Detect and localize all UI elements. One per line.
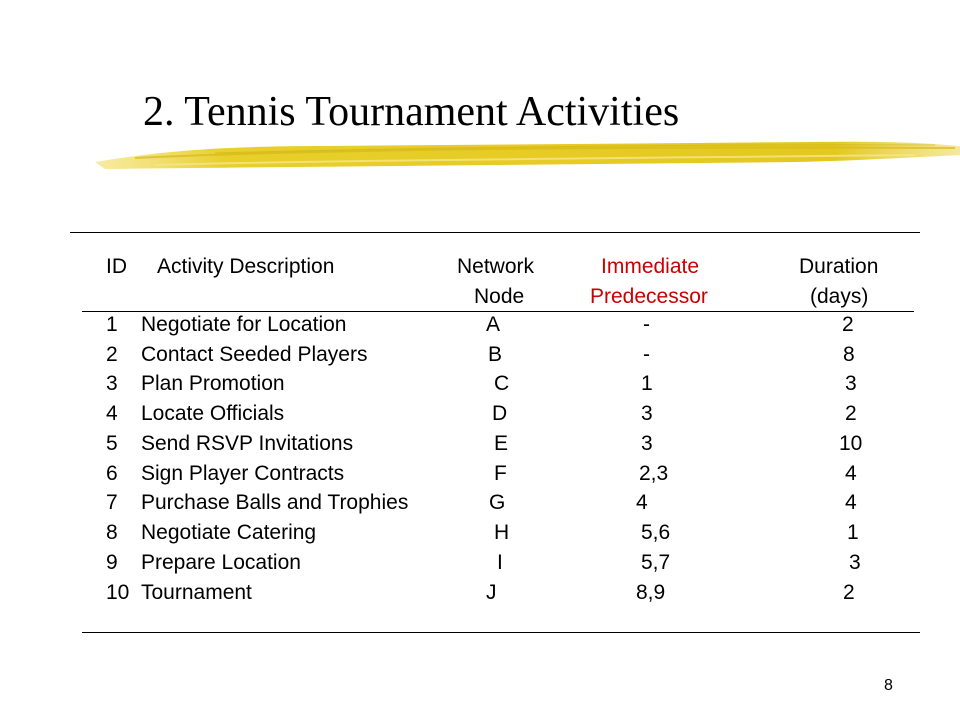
row-duration: 2 (845, 402, 857, 425)
row-id: 2 (106, 343, 118, 366)
row-id: 6 (106, 462, 118, 485)
row-duration: 4 (845, 491, 857, 514)
header-bottom-rule (82, 311, 914, 312)
header-predecessor: Predecessor (590, 285, 708, 308)
row-description: Purchase Balls and Trophies (141, 491, 409, 514)
row-predecessor: 3 (641, 432, 653, 455)
table-bottom-rule (82, 632, 920, 633)
row-node: D (492, 402, 508, 425)
row-duration: 4 (845, 462, 857, 485)
header-network: Network (457, 255, 535, 278)
row-node: F (494, 462, 507, 485)
row-node: C (494, 372, 510, 395)
row-description: Prepare Location (141, 551, 301, 574)
row-predecessor: 8,9 (636, 581, 666, 604)
row-id: 10 (106, 581, 130, 604)
row-predecessor: 2,3 (639, 462, 669, 485)
row-description: Negotiate Catering (141, 521, 317, 544)
row-node: G (489, 491, 506, 514)
row-id: 5 (106, 432, 118, 455)
table-top-rule (70, 232, 920, 233)
header-immediate: Immediate (601, 255, 700, 278)
row-predecessor: 1 (641, 372, 653, 395)
row-predecessor: 3 (641, 402, 653, 425)
row-duration: 2 (843, 581, 855, 604)
row-description: Send RSVP Invitations (141, 432, 354, 455)
header-duration: Duration (799, 255, 879, 278)
row-duration: 3 (845, 372, 857, 395)
row-duration: 10 (839, 432, 863, 455)
row-description: Sign Player Contracts (141, 462, 345, 485)
highlighter-stroke (95, 138, 960, 174)
header-description: Activity Description (157, 255, 335, 278)
row-node: J (486, 581, 497, 604)
row-node: A (486, 313, 501, 336)
row-description: Plan Promotion (141, 372, 285, 395)
row-duration: 3 (849, 551, 861, 574)
row-description: Locate Officials (141, 402, 285, 425)
slide-title: 2. Tennis Tournament Activities (143, 89, 680, 135)
page-number: 8 (884, 677, 893, 694)
row-description: Negotiate for Location (141, 313, 347, 336)
row-id: 1 (106, 313, 118, 336)
row-id: 8 (106, 521, 118, 544)
header-id: ID (106, 255, 127, 278)
row-id: 4 (106, 402, 118, 425)
row-node: E (494, 432, 509, 455)
row-id: 7 (106, 491, 118, 514)
row-description: Tournament (141, 581, 252, 604)
row-id: 9 (106, 551, 118, 574)
row-predecessor: - (643, 343, 650, 366)
row-duration: 8 (843, 343, 855, 366)
row-predecessor: 5,7 (641, 551, 671, 574)
row-id: 3 (106, 372, 118, 395)
row-node: H (494, 521, 510, 544)
row-duration: 2 (842, 313, 854, 336)
row-description: Contact Seeded Players (141, 343, 368, 366)
row-predecessor: 5,6 (641, 521, 671, 544)
header-days: (days) (810, 285, 869, 308)
row-duration: 1 (847, 521, 859, 544)
row-predecessor: - (643, 313, 650, 336)
row-predecessor: 4 (636, 491, 648, 514)
row-node: B (488, 343, 503, 366)
header-node: Node (474, 285, 525, 308)
row-node: I (497, 551, 503, 574)
